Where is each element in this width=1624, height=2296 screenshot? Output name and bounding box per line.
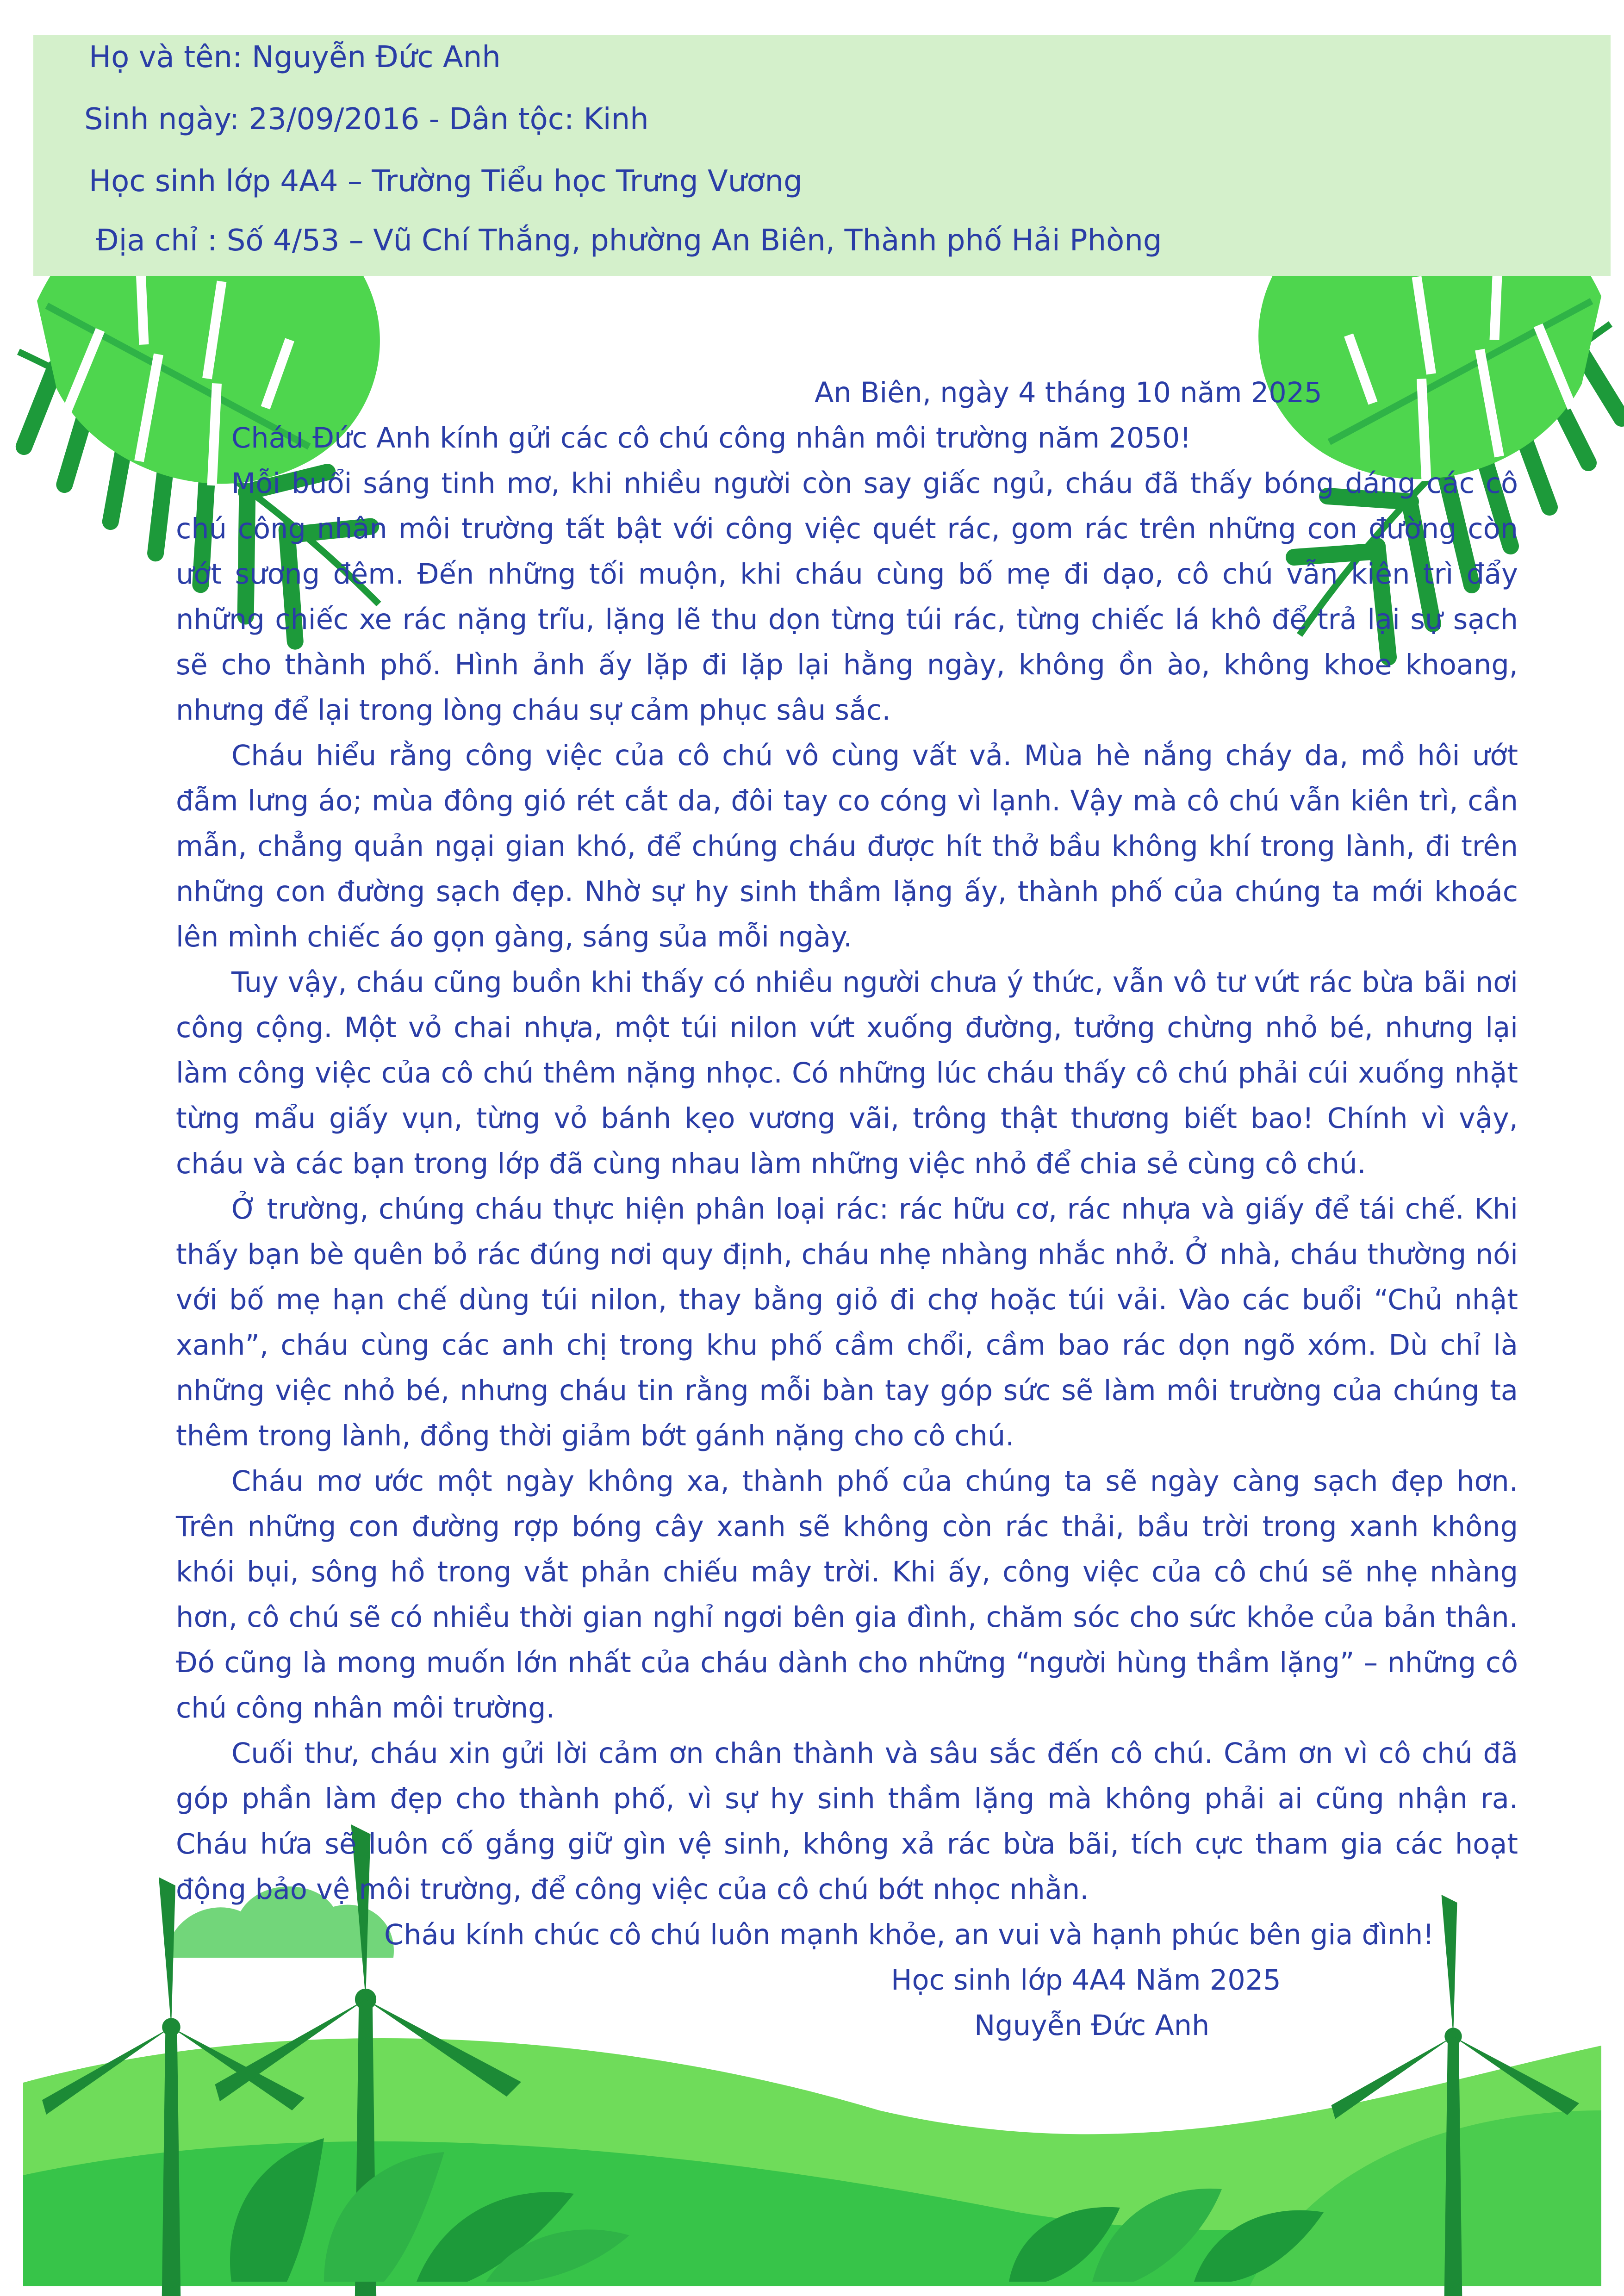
letter-paragraph: Tuy vậy, cháu cũng buồn khi thấy có nhiều người chưa ý thức, vẫn vô tư vứt rác bừa bãi nơi công cộng. Một vỏ chai nhựa, một túi nilon vứt xuống đường, tưởng chừng nhỏ bé, nhưng lại làm công việc của cô chú thêm nặng nhọc. Có những lúc cháu thấy cô chú phải cúi xuống nhặt từng mẩu giấy vụn, từng vỏ bánh kẹo vương vãi, trông thật thương biết bao! Chính vì vậy, cháu và các bạn trong lớp đã cùng nhau làm những việc nhỏ để chia sẻ cùng cô chú. bbox=[176, 966, 1518, 1180]
letter-paragraph: Cháu hiểu rằng công việc của cô chú vô cùng vất vả. Mùa hè nắng cháy da, mồ hôi ướt đẫm lưng áo; mùa đông gió rét cắt da, đôi tay co cóng vì lạnh. Vậy mà cô chú vẫn kiên trì, cần mẫn, chẳng quản ngại gian khó, để chúng cháu được hít thở bầu không khí trong lành, đi trên những con đường sạch đẹp. Nhờ sự hy sinh thầm lặng ấy, thành phố của chúng ta mới khoác lên mình chiếc áo gọn gàng, sáng sủa mỗi ngày. bbox=[176, 740, 1518, 953]
letter-paragraph: Cháu mơ ước một ngày không xa, thành phố của chúng ta sẽ ngày càng sạch đẹp hơn. Trên những con đường rợp bóng cây xanh sẽ không còn rác thải, bầu trời trong xanh không khói bụi, sông hồ trong vắt phản chiếu mây trời. Khi ấy, công việc của cô chú sẽ nhẹ nhàng hơn, cô chú sẽ có nhiều thời gian nghỉ ngơi bên gia đình, chăm sóc cho sức khỏe của bản thân. Đó cũng là mong muốn lớn nhất của cháu dành cho những “người hùng thầm lặng” – những cô chú công nhân môi trường. bbox=[176, 1465, 1518, 1724]
birth-ethnicity-line: Sinh ngày: 23/09/2016 - Dân tộc: Kinh bbox=[84, 102, 649, 137]
signature-name: Nguyễn Đức Anh bbox=[974, 2010, 1210, 2042]
letter-date: An Biên, ngày 4 tháng 10 năm 2025 bbox=[815, 377, 1322, 409]
letter-body bbox=[176, 370, 1518, 2048]
student-info-panel bbox=[33, 35, 1611, 276]
address-line: Địa chỉ : Số 4/53 – Vũ Chí Thắng, phường An Biên, Thành phố Hải Phòng bbox=[96, 224, 1162, 258]
signature-class-year: Học sinh lớp 4A4 Năm 2025 bbox=[891, 1964, 1281, 1997]
letter-closing-wish: Cháu kính chúc cô chú luôn mạnh khỏe, an vui và hạnh phúc bên gia đình! bbox=[384, 1919, 1434, 1951]
student-name-line: Họ và tên: Nguyễn Đức Anh bbox=[89, 40, 501, 75]
letter-paragraph: Cuối thư, cháu xin gửi lời cảm ơn chân thành và sâu sắc đến cô chú. Cảm ơn vì cô chú đã góp phần làm đẹp cho thành phố, vì sự hy sinh thầm lặng mà không phải ai cũng nhận ra. Cháu hứa sẽ luôn cố gắng giữ gìn vệ sinh, không xả rác bừa bãi, tích cực tham gia các hoạt động bảo vệ môi trường, để công việc của cô chú bớt nhọc nhằn. bbox=[176, 1737, 1518, 1906]
letter-paragraph: Ở trường, chúng cháu thực hiện phân loại rác: rác hữu cơ, rác nhựa và giấy để tái chế. Khi thấy bạn bè quên bỏ rác đúng nơi quy định, cháu nhẹ nhàng nhắc nhở. Ở nhà, cháu thường nói với bố mẹ hạn chế dùng túi nilon, thay bằng giỏ đi chợ hoặc túi vải. Vào các buổi “Chủ nhật xanh”, cháu cùng các anh chị trong khu phố cầm chổi, cầm bao rác dọn ngõ xóm. Dù chỉ là những việc nhỏ bé, nhưng cháu tin rằng mỗi bàn tay góp sức sẽ làm môi trường của chúng ta thêm trong lành, đồng thời giảm bớt gánh nặng cho cô chú. bbox=[176, 1193, 1518, 1452]
letter-greeting: Cháu Đức Anh kính gửi các cô chú công nhân môi trường năm 2050! bbox=[231, 422, 1191, 454]
letter-paragraph: Mỗi buổi sáng tinh mơ, khi nhiều người còn say giấc ngủ, cháu đã thấy bóng dáng các cô chú công nhân môi trường tất bật với công việc quét rác, gom rác trên những con đường còn ướt sương đêm. Đến những tối muộn, khi cháu cùng bố mẹ đi dạo, cô chú vẫn kiên trì đẩy những chiếc xe rác nặng trĩu, lặng lẽ thu dọn từng túi rác, từng chiếc lá khô để trả lại sự sạch sẽ cho thành phố. Hình ảnh ấy lặp đi lặp lại hằng ngày, không ồn ào, không khoe khoang, nhưng để lại trong lòng cháu sự cảm phục sâu sắc. bbox=[176, 467, 1518, 727]
class-school-line: Học sinh lớp 4A4 – Trường Tiểu học Trưng Vương bbox=[89, 164, 803, 199]
